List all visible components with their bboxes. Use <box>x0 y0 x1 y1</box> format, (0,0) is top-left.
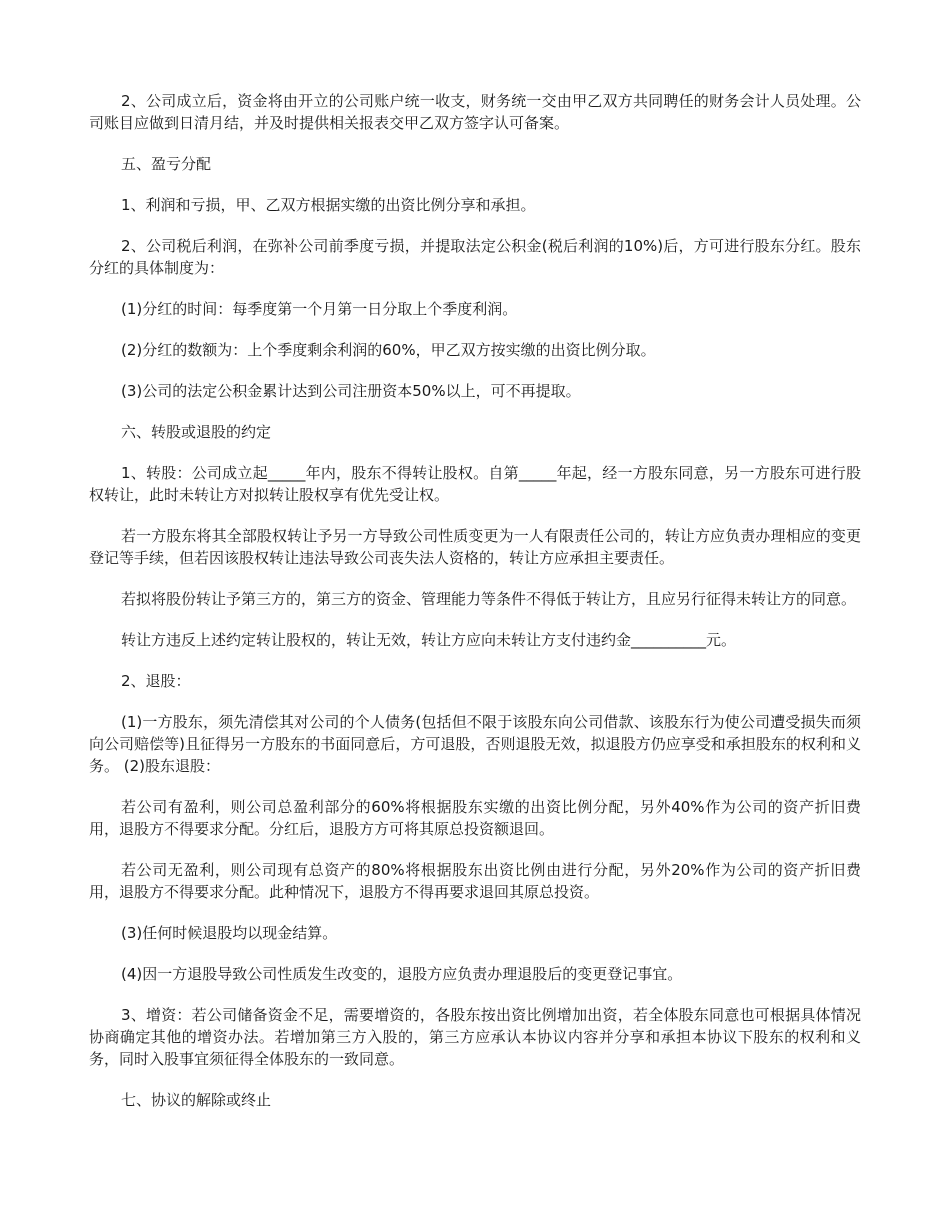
paragraph-reserve-fund: (3)公司的法定公积金累计达到公司注册资本50%以上，可不再提取。 <box>121 382 581 400</box>
paragraph-withdrawal-without-profit: 若公司无盈利，则公司现有总资产的80%将根据股东出资比例由进行分配，另外20%作为公司的资产折旧费用，退股方不得要求分配。此种情况下，退股方不得再要求退回其原总投资。 <box>89 861 861 901</box>
paragraph-capital-increase: 3、增资：若公司储备资金不足，需要增资的，各股东按出资比例增加出资，若全体股东同意也可根据具体情况协商确定其他的增资办法。若增加第三方入股的，第三方应承认本协议内容并分享和承担本协议下股东的权利和义务，同时入股事宜须征得全体股东的一致同意。 <box>89 1006 861 1068</box>
paragraph-transfer-penalty: 转让方违反上述约定转让股权的，转让无效，转让方应向未转让方支付违约金__________元。 <box>121 631 737 649</box>
paragraph-profit-sharing: 1、利润和亏损，甲、乙双方根据实缴的出资比例分享和承担。 <box>121 196 536 214</box>
paragraph-transfer-to-third-party: 若拟将股份转让予第三方的，第三方的资金、管理能力等条件不得低于转让方，且应另行征得未转让方的同意。 <box>121 590 857 608</box>
paragraph-finance-management: 2、公司成立后，资金将由开立的公司账户统一收支，财务统一交由甲乙双方共同聘任的财务会计人员处理。公司账目应做到日清月结，并及时提供相关报表交甲乙双方签字认可备案。 <box>89 92 861 132</box>
paragraph-withdrawal-heading: 2、退股： <box>121 672 191 690</box>
paragraph-change-registration: (4)因一方退股导致公司性质发生改变的，退股方应负责办理退股后的变更登记事宜。 <box>121 965 683 983</box>
section-heading-transfer-withdrawal: 六、转股或退股的约定 <box>121 423 272 441</box>
section-heading-termination: 七、协议的解除或终止 <box>121 1091 272 1109</box>
paragraph-share-transfer: 1、转股：公司成立起_____年内，股东不得转让股权。自第_____年起，经一方股东同意，另一方股东可进行股权转让，此时未转让方对拟转让股权享有优先受让权。 <box>89 464 861 504</box>
paragraph-withdrawal-with-profit: 若公司有盈利，则公司总盈利部分的60%将根据股东实缴的出资比例分配，另外40%作为公司的资产折旧费用，退股方不得要求分配。分红后，退股方方可将其原总投资额退回。 <box>89 798 861 838</box>
document-body <box>89 90 861 1130</box>
paragraph-transfer-to-partner: 若一方股东将其全部股权转让予另一方导致公司性质变更为一人有限责任公司的，转让方应负责办理相应的变更登记等手续，但若因该股权转让违法导致公司丧失法人资格的，转让方应承担主要责任。 <box>89 527 861 567</box>
paragraph-dividend-rules: 2、公司税后利润，在弥补公司前季度亏损，并提取法定公积金(税后利润的10%)后，方可进行股东分红。股东分红的具体制度为： <box>89 237 861 277</box>
paragraph-cash-settlement: (3)任何时候退股均以现金结算。 <box>121 924 338 942</box>
section-heading-profit-loss: 五、盈亏分配 <box>121 155 212 173</box>
paragraph-dividend-amount: (2)分红的数额为：上个季度剩余利润的60%，甲乙双方按实缴的出资比例分取。 <box>121 341 656 359</box>
paragraph-withdrawal-conditions: (1)一方股东，须先清偿其对公司的个人债务(包括但不限于该股东向公司借款、该股东行为使公司遭受损失而须向公司赔偿等)且征得另一方股东的书面同意后，方可退股，否则退股无效，拟退股方仍应享受和承担股东的权利和义务。 (2)股东退股： <box>89 713 861 775</box>
paragraph-dividend-time: (1)分红的时间：每季度第一个月第一日分取上个季度利润。 <box>121 300 518 318</box>
